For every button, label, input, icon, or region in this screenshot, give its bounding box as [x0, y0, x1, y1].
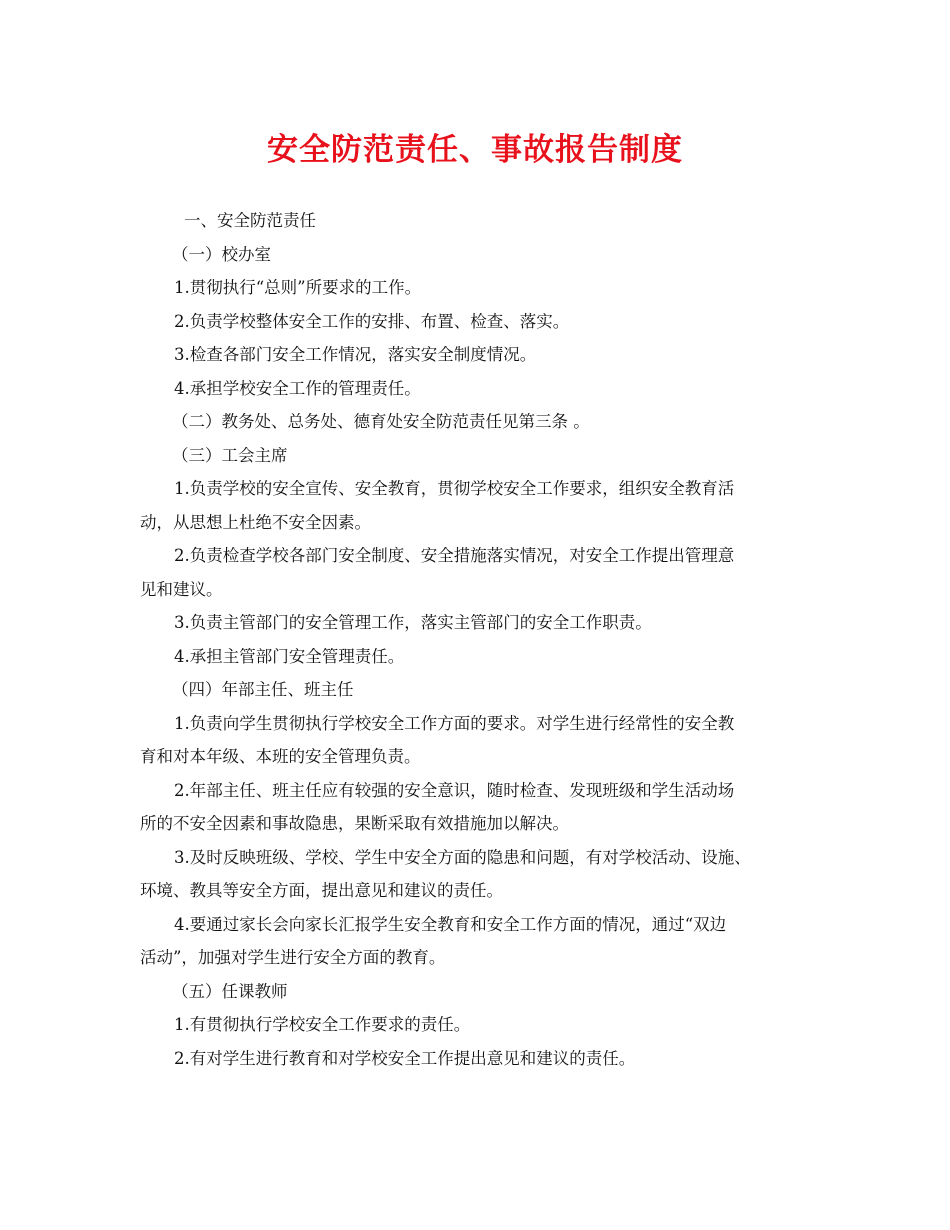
document-body: [140, 204, 830, 1075]
paragraph-line: 2.年部主任、班主任应有较强的安全意识，随时检查、发现班级和学生活动场: [174, 780, 735, 800]
paragraph-line: 2.负责检查学校各部门安全制度、安全措施落实情况，对安全工作提出管理意: [174, 546, 735, 565]
paragraph-line: 环境、教具等安全方面，提出意见和建议的责任。: [140, 881, 503, 900]
section-heading: 一、安全防范责任: [184, 211, 316, 230]
paragraph-line: 1.有贯彻执行学校安全工作要求的责任。: [174, 1015, 471, 1034]
paragraph-line: 3.及时反映班级、学校、学生中安全方面的隐患和问题，有对学校活动、设施、: [174, 847, 751, 867]
subsection-heading: （二）教务处、总务处、德育处安全防范责任见第三条 。: [172, 412, 590, 431]
paragraph-line: 1.负责学校的安全宣传、安全教育，贯彻学校安全工作要求，组织安全教育活: [174, 479, 735, 498]
paragraph-line: 见和建议。: [140, 579, 223, 599]
paragraph-line: 2.负责学校整体安全工作的安排、布置、检查、落实。: [174, 311, 570, 331]
paragraph-line: 1.负责向学生贯彻执行学校安全工作方面的要求。对学生进行经常性的安全教: [174, 713, 735, 733]
document-title: 安全防范责任、事故报告制度: [267, 132, 683, 168]
paragraph-line: 4.承担学校安全工作的管理责任。: [174, 378, 421, 398]
paragraph-line: 动，从思想上杜绝不安全因素。: [140, 512, 371, 532]
subsection-heading: （三）工会主席: [172, 445, 288, 465]
paragraph-line: 4.承担主管部门安全管理责任。: [174, 646, 405, 666]
paragraph-line: 3.负责主管部门的安全管理工作，落实主管部门的安全工作职责。: [174, 613, 652, 632]
paragraph-line: 2.有对学生进行教育和对学校安全工作提出意见和建议的责任。: [174, 1048, 636, 1068]
subsection-heading: （四）年部主任、班主任: [172, 680, 354, 699]
paragraph-line: 所的不安全因素和事故隐患，果断采取有效措施加以解决。: [140, 814, 569, 833]
paragraph-line: 活动”，加强对学生进行安全方面的教育。: [140, 948, 446, 967]
subsection-heading: （五）任课教师: [172, 981, 288, 1001]
paragraph-line: 育和对本年级、本班的安全管理负责。: [140, 747, 421, 766]
paragraph-line: 3.检查各部门安全工作情况，落实安全制度情况。: [174, 345, 537, 364]
subsection-heading: （一）校办室: [172, 244, 271, 264]
paragraph-line: 1.贯彻执行“总则”所要求的工作。: [174, 278, 422, 297]
paragraph-line: 4.要通过家长会向家长汇报学生安全教育和安全工作方面的情况，通过“双边: [174, 914, 727, 934]
